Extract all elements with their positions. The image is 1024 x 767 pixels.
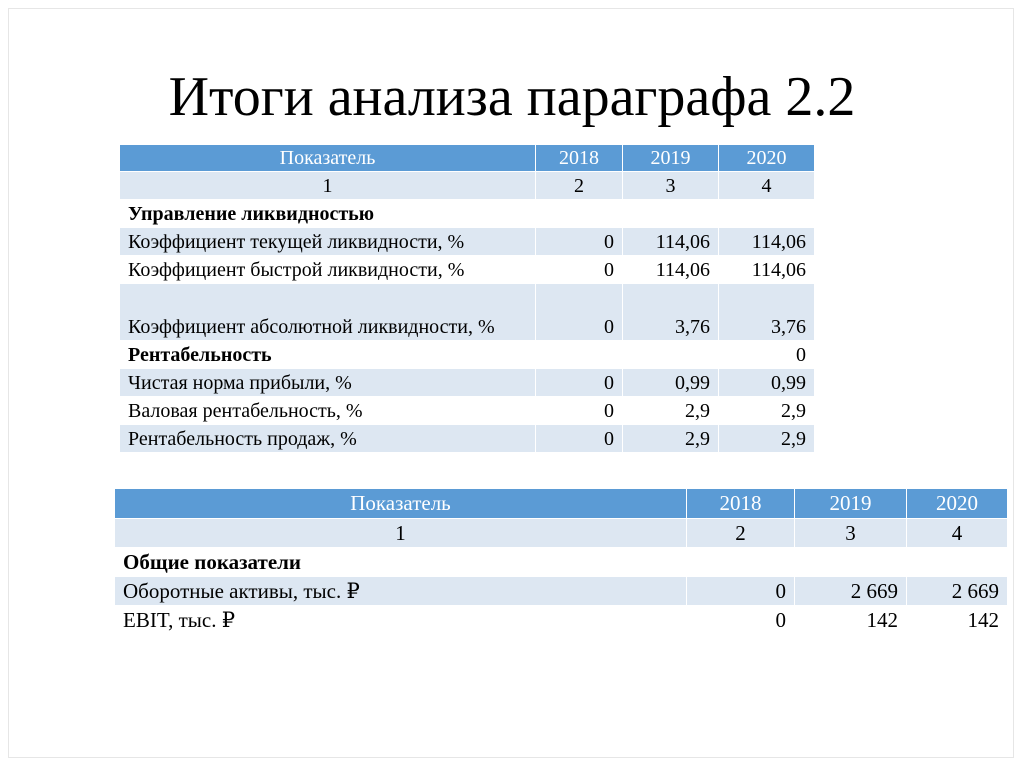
table-row — [115, 548, 1008, 577]
col-number: 2 — [687, 519, 795, 548]
row-label: Валовая рентабельность, % — [120, 397, 536, 425]
col-number: 1 — [120, 172, 536, 200]
value-2018: 0 — [536, 369, 623, 397]
section-label: Рентабельность — [120, 341, 536, 369]
row-label: Чистая норма прибыли, % — [120, 369, 536, 397]
col-number: 2 — [536, 172, 623, 200]
value-2020: 142 — [907, 606, 1008, 635]
value-2020 — [907, 548, 1008, 577]
value-2018: 0 — [536, 397, 623, 425]
value-2020: 114,06 — [719, 228, 815, 256]
row-label: Коэффициент абсолютной ликвидности, % — [120, 284, 536, 341]
row-label: EBIT, тыс. ₽ — [115, 606, 687, 635]
value-2019: 114,06 — [623, 228, 719, 256]
col-number: 1 — [115, 519, 687, 548]
column-numbering-row — [120, 172, 815, 200]
value-2019 — [623, 341, 719, 369]
row-label: Оборотные активы, тыс. ₽ — [115, 577, 687, 606]
value-2019: 0,99 — [623, 369, 719, 397]
table-row — [120, 228, 815, 256]
table-row — [120, 200, 815, 228]
value-2018: 0 — [536, 256, 623, 284]
header-indicator: Показатель — [120, 145, 536, 172]
section-label: Управление ликвидностью — [120, 200, 536, 228]
header-2019: 2019 — [623, 145, 719, 172]
slide-title: Итоги анализа параграфа 2.2 — [168, 66, 856, 128]
value-2018: 0 — [536, 228, 623, 256]
value-2020: 0 — [719, 341, 815, 369]
header-2020: 2020 — [907, 489, 1008, 519]
value-2020: 2,9 — [719, 425, 815, 453]
value-2018 — [687, 548, 795, 577]
value-2020: 2 669 — [907, 577, 1008, 606]
table-header-row — [115, 489, 1008, 519]
value-2019: 2,9 — [623, 425, 719, 453]
table-row — [115, 606, 1008, 635]
table-row — [120, 369, 815, 397]
table-row — [120, 284, 815, 341]
row-label: Рентабельность продаж, % — [120, 425, 536, 453]
col-number: 3 — [623, 172, 719, 200]
header-indicator: Показатель — [115, 489, 687, 519]
header-2018: 2018 — [687, 489, 795, 519]
value-2019: 2,9 — [623, 397, 719, 425]
value-2020: 114,06 — [719, 256, 815, 284]
liquidity-profitability-table — [119, 144, 815, 453]
value-2019: 3,76 — [623, 284, 719, 341]
value-2019: 2 669 — [795, 577, 907, 606]
header-2020: 2020 — [719, 145, 815, 172]
column-numbering-row — [115, 519, 1008, 548]
header-2019: 2019 — [795, 489, 907, 519]
section-label: Общие показатели — [115, 548, 687, 577]
col-number: 4 — [907, 519, 1008, 548]
value-2018: 0 — [687, 606, 795, 635]
value-2019: 114,06 — [623, 256, 719, 284]
col-number: 4 — [719, 172, 815, 200]
row-label: Коэффициент быстрой ликвидности, % — [120, 256, 536, 284]
row-label: Коэффициент текущей ликвидности, % — [120, 228, 536, 256]
value-2018 — [536, 341, 623, 369]
header-2018: 2018 — [536, 145, 623, 172]
value-2019 — [795, 548, 907, 577]
table-row — [120, 397, 815, 425]
table-row — [115, 577, 1008, 606]
table-row — [120, 256, 815, 284]
table-header-row — [120, 145, 815, 172]
general-indicators-table — [114, 488, 1008, 635]
value-2020: 3,76 — [719, 284, 815, 341]
value-2018: 0 — [536, 425, 623, 453]
value-2019: 142 — [795, 606, 907, 635]
value-2020: 2,9 — [719, 397, 815, 425]
table-row — [120, 341, 815, 369]
value-2018: 0 — [536, 284, 623, 341]
value-2018: 0 — [687, 577, 795, 606]
col-number: 3 — [795, 519, 907, 548]
value-2020 — [719, 200, 815, 228]
value-2020: 0,99 — [719, 369, 815, 397]
table-row — [120, 425, 815, 453]
value-2019 — [623, 200, 719, 228]
value-2018 — [536, 200, 623, 228]
